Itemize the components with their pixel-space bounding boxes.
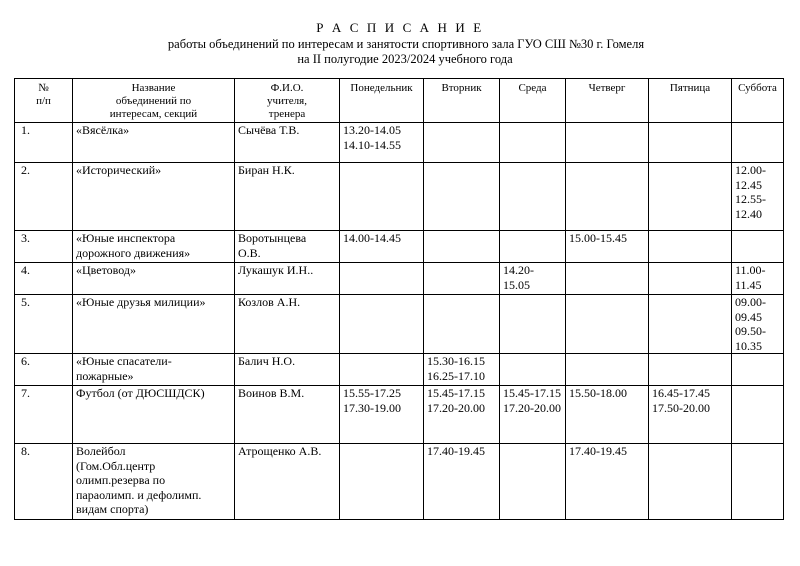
cell-num: 4. [15,263,73,295]
table-header-row [15,79,784,123]
cell-fri [649,123,732,163]
cell-name: «Вясёлка» [73,123,235,163]
cell-fri [649,163,732,231]
cell-thu [566,123,649,163]
header-friday: Пятница [649,79,732,123]
cell-name: Волейбол (Гом.Обл.центр олимп.резерва по параолимп. и дефолимп. видам спорта) [73,444,235,520]
cell-mon: 14.00-14.45 [340,231,424,263]
cell-sat [732,386,784,444]
document-subtitle: работы объединений по интересам и занятости спортивного зала ГУО СШ №30 г. Гомеля [167,37,645,51]
document-title: Р А С П И С А Н И Е [316,20,484,35]
cell-sat: 12.00- 12.45 12.55- 12.40 [732,163,784,231]
cell-wed [500,123,566,163]
cell-name: «Юные друзья милиции» [73,295,235,354]
header-thursday: Четверг [566,79,649,123]
document-period: на II полугодие 2023/2024 учебного года [297,52,513,66]
cell-name: «Юные инспектора дорожного движения» [73,231,235,263]
cell-sat [732,444,784,520]
cell-tue: 15.45-17.15 17.20-20.00 [424,386,500,444]
cell-tue [424,123,500,163]
cell-wed [500,354,566,386]
cell-sat [732,354,784,386]
cell-num: 1. [15,123,73,163]
cell-teacher: Атрощенко А.В. [235,444,340,520]
cell-teacher: Воинов В.М. [235,386,340,444]
table-row [15,386,784,444]
cell-fri [649,263,732,295]
cell-teacher: Сычёва Т.В. [235,123,340,163]
cell-sat [732,231,784,263]
cell-thu [566,163,649,231]
schedule-table [14,78,784,520]
cell-mon [340,163,424,231]
cell-num: 3. [15,231,73,263]
table-row [15,123,784,163]
header-wednesday: Среда [500,79,566,123]
cell-teacher: Воротынцева О.В. [235,231,340,263]
cell-teacher: Балич Н.О. [235,354,340,386]
cell-mon: 15.55-17.25 17.30-19.00 [340,386,424,444]
cell-wed [500,163,566,231]
table-row [15,295,784,354]
cell-fri [649,231,732,263]
cell-wed [500,444,566,520]
cell-teacher: Козлов А.Н. [235,295,340,354]
cell-num: 2. [15,163,73,231]
header-num: № п/п [15,79,73,123]
cell-num: 7. [15,386,73,444]
cell-tue: 15.30-16.15 16.25-17.10 [424,354,500,386]
table-row [15,354,784,386]
cell-thu: 17.40-19.45 [566,444,649,520]
header-tuesday: Вторник [424,79,500,123]
header-teacher: Ф.И.О. учителя, тренера [235,79,340,123]
header-name: Название объединений по интересам, секций [73,79,235,123]
cell-num: 8. [15,444,73,520]
header-saturday: Суббота [732,79,784,123]
cell-num: 5. [15,295,73,354]
cell-sat: 09.00- 09.45 09.50- 10.35 [732,295,784,354]
cell-thu [566,263,649,295]
cell-tue [424,231,500,263]
cell-name: «Исторический» [73,163,235,231]
cell-thu [566,295,649,354]
table-row [15,163,784,231]
cell-mon [340,263,424,295]
cell-thu: 15.50-18.00 [566,386,649,444]
cell-tue [424,295,500,354]
cell-tue: 17.40-19.45 [424,444,500,520]
cell-teacher: Биран Н.К. [235,163,340,231]
cell-sat [732,123,784,163]
cell-fri: 16.45-17.45 17.50-20.00 [649,386,732,444]
cell-name: «Цветовод» [73,263,235,295]
cell-wed: 14.20- 15.05 [500,263,566,295]
table-row [15,444,784,520]
cell-thu: 15.00-15.45 [566,231,649,263]
cell-fri [649,295,732,354]
cell-mon [340,295,424,354]
cell-teacher: Лукашук И.Н.. [235,263,340,295]
cell-tue [424,263,500,295]
cell-fri [649,354,732,386]
cell-name: «Юные спасатели- пожарные» [73,354,235,386]
cell-sat: 11.00- 11.45 [732,263,784,295]
table-row [15,231,784,263]
header-monday: Понедельник [340,79,424,123]
cell-mon [340,354,424,386]
cell-name: Футбол (от ДЮСШДСК) [73,386,235,444]
cell-wed: 15.45-17.15 17.20-20.00 [500,386,566,444]
cell-wed [500,231,566,263]
cell-num: 6. [15,354,73,386]
table-row [15,263,784,295]
cell-thu [566,354,649,386]
cell-tue [424,163,500,231]
cell-fri [649,444,732,520]
cell-mon [340,444,424,520]
cell-wed [500,295,566,354]
cell-mon: 13.20-14.05 14.10-14.55 [340,123,424,163]
